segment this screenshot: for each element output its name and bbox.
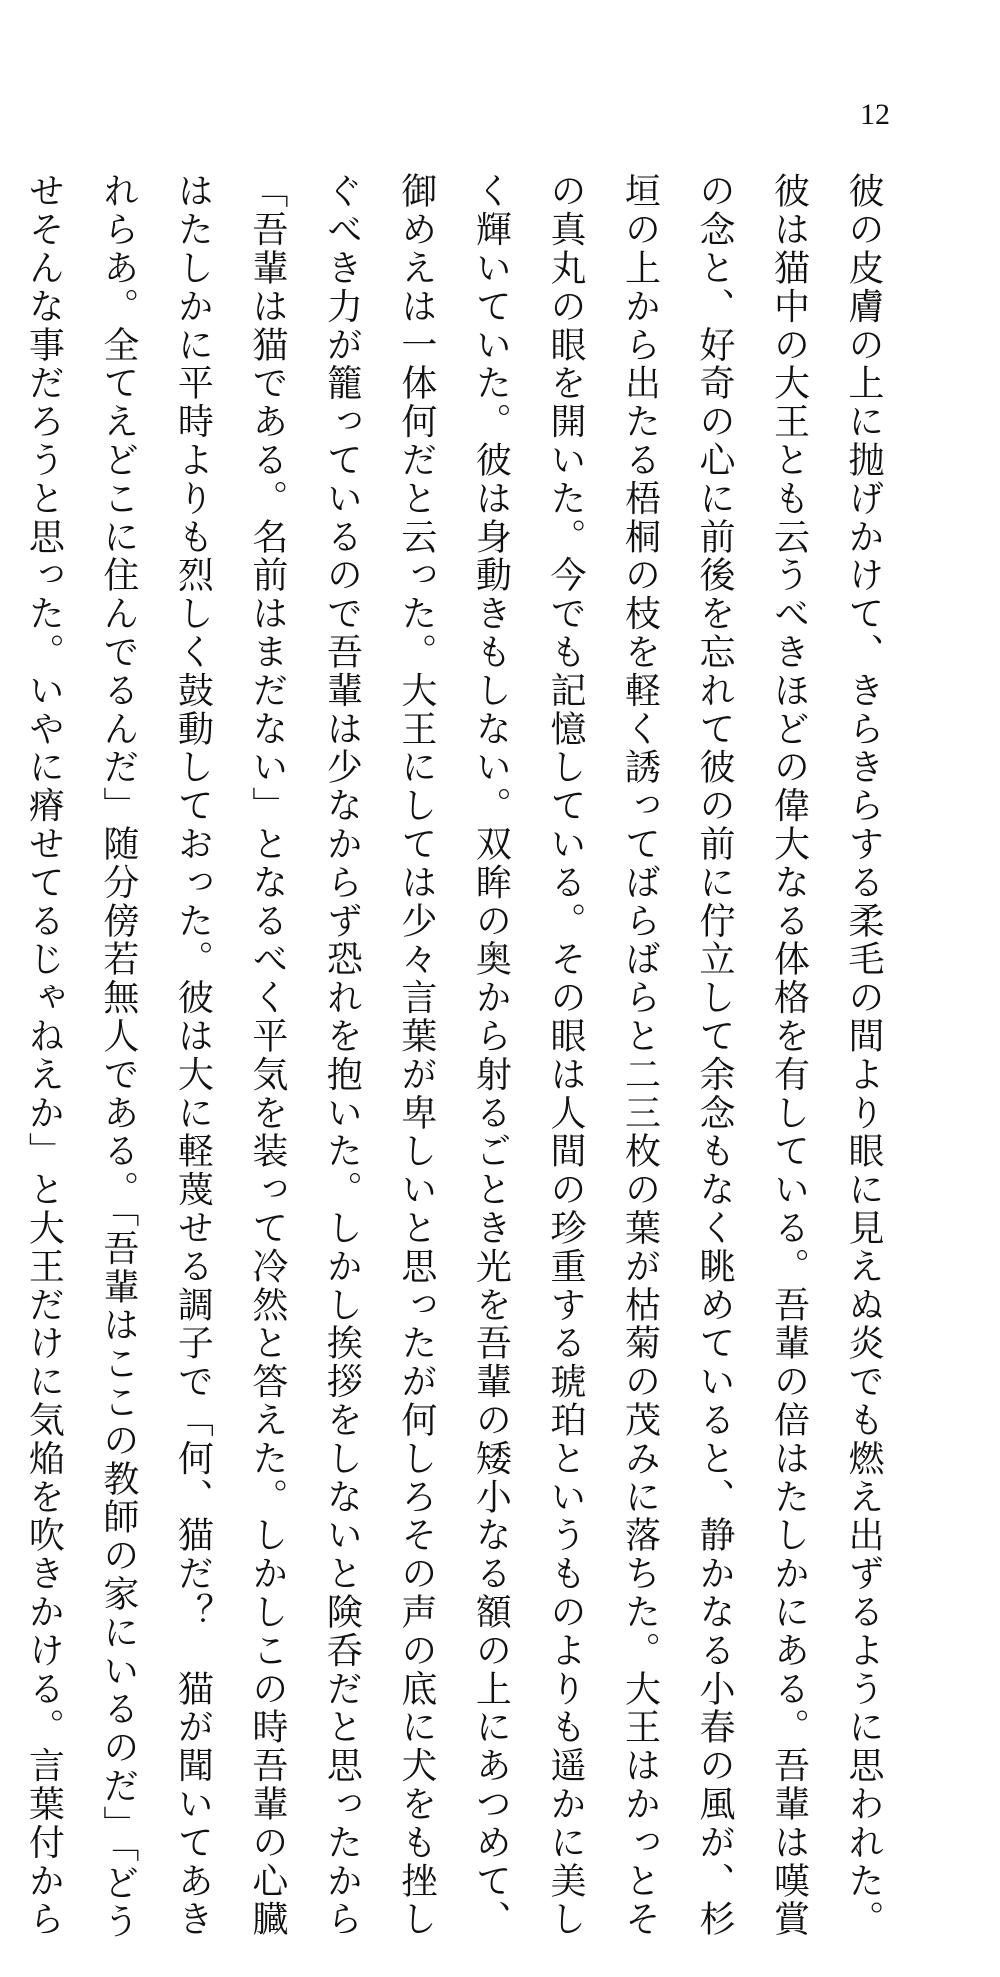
text-line: 彼の皮膚の上に抛げかけて、きらきらする柔毛の間より眼に見えぬ炎でも燃え出ずるように思われた。 xyxy=(843,172,884,1939)
text-line: れらあ。全てえどこに住んでるんだ」随分傍若無人である。「吾輩はここの教師の家にいるのだ」「どう xyxy=(97,172,139,1941)
text-line xyxy=(0,172,6,1572)
text-line: 彼は猫中の大王とも云うべきほどの偉大なる体格を有している。吾輩の倍はたしかにある。吾輩は嘆賞 xyxy=(768,172,810,1939)
text-line: く輝いていた。彼は身動きもしない。双眸の奥から射るごとき光を吾輩の矮小なる額の上にあつめて、 xyxy=(470,172,512,1939)
text-line: の念と、好奇の心に前後を忘れて彼の前に佇立して余念もなく眺めていると、静かなる小春の風が、杉 xyxy=(693,172,735,1939)
text-line: の真丸の眼を開いた。今でも記憶している。その眼は人間の珍重する琥珀というものよりも遥かに美し xyxy=(544,172,586,1939)
text-line: ぐべき力が籠っているので吾輩は少なからず恐れを抱いた。しかし挨拶をしないと険呑だと思ったから xyxy=(321,172,363,1939)
text-line: せそんな事だろうと思った。いやに瘠せてるじゃねえか」と大王だけに気焔を吹きかける。言葉付から xyxy=(23,172,65,1939)
text-line: 「吾輩は猫である。名前はまだない」となるべく平気を装って冷然と答えた。しかしこの時吾輩の心臓 xyxy=(246,172,288,1939)
vertical-text-block xyxy=(0,172,900,1941)
page-number: 12 xyxy=(860,98,890,131)
text-line: はたしかに平時よりも烈しく鼓動しておった。彼は大に軽蔑せる調子で「何、猫だ？ 猫が聞いてあき xyxy=(172,172,214,1939)
text-line: 垣の上から出たる梧桐の枝を軽く誘ってばらばらと二三枚の葉が枯菊の茂みに落ちた。大王はかっとそ xyxy=(619,172,661,1939)
text-line: 御めえは一体何だと云った。大王にしては少々言葉が卑しいと思ったが何しろその声の底に犬をも挫し xyxy=(395,172,437,1939)
